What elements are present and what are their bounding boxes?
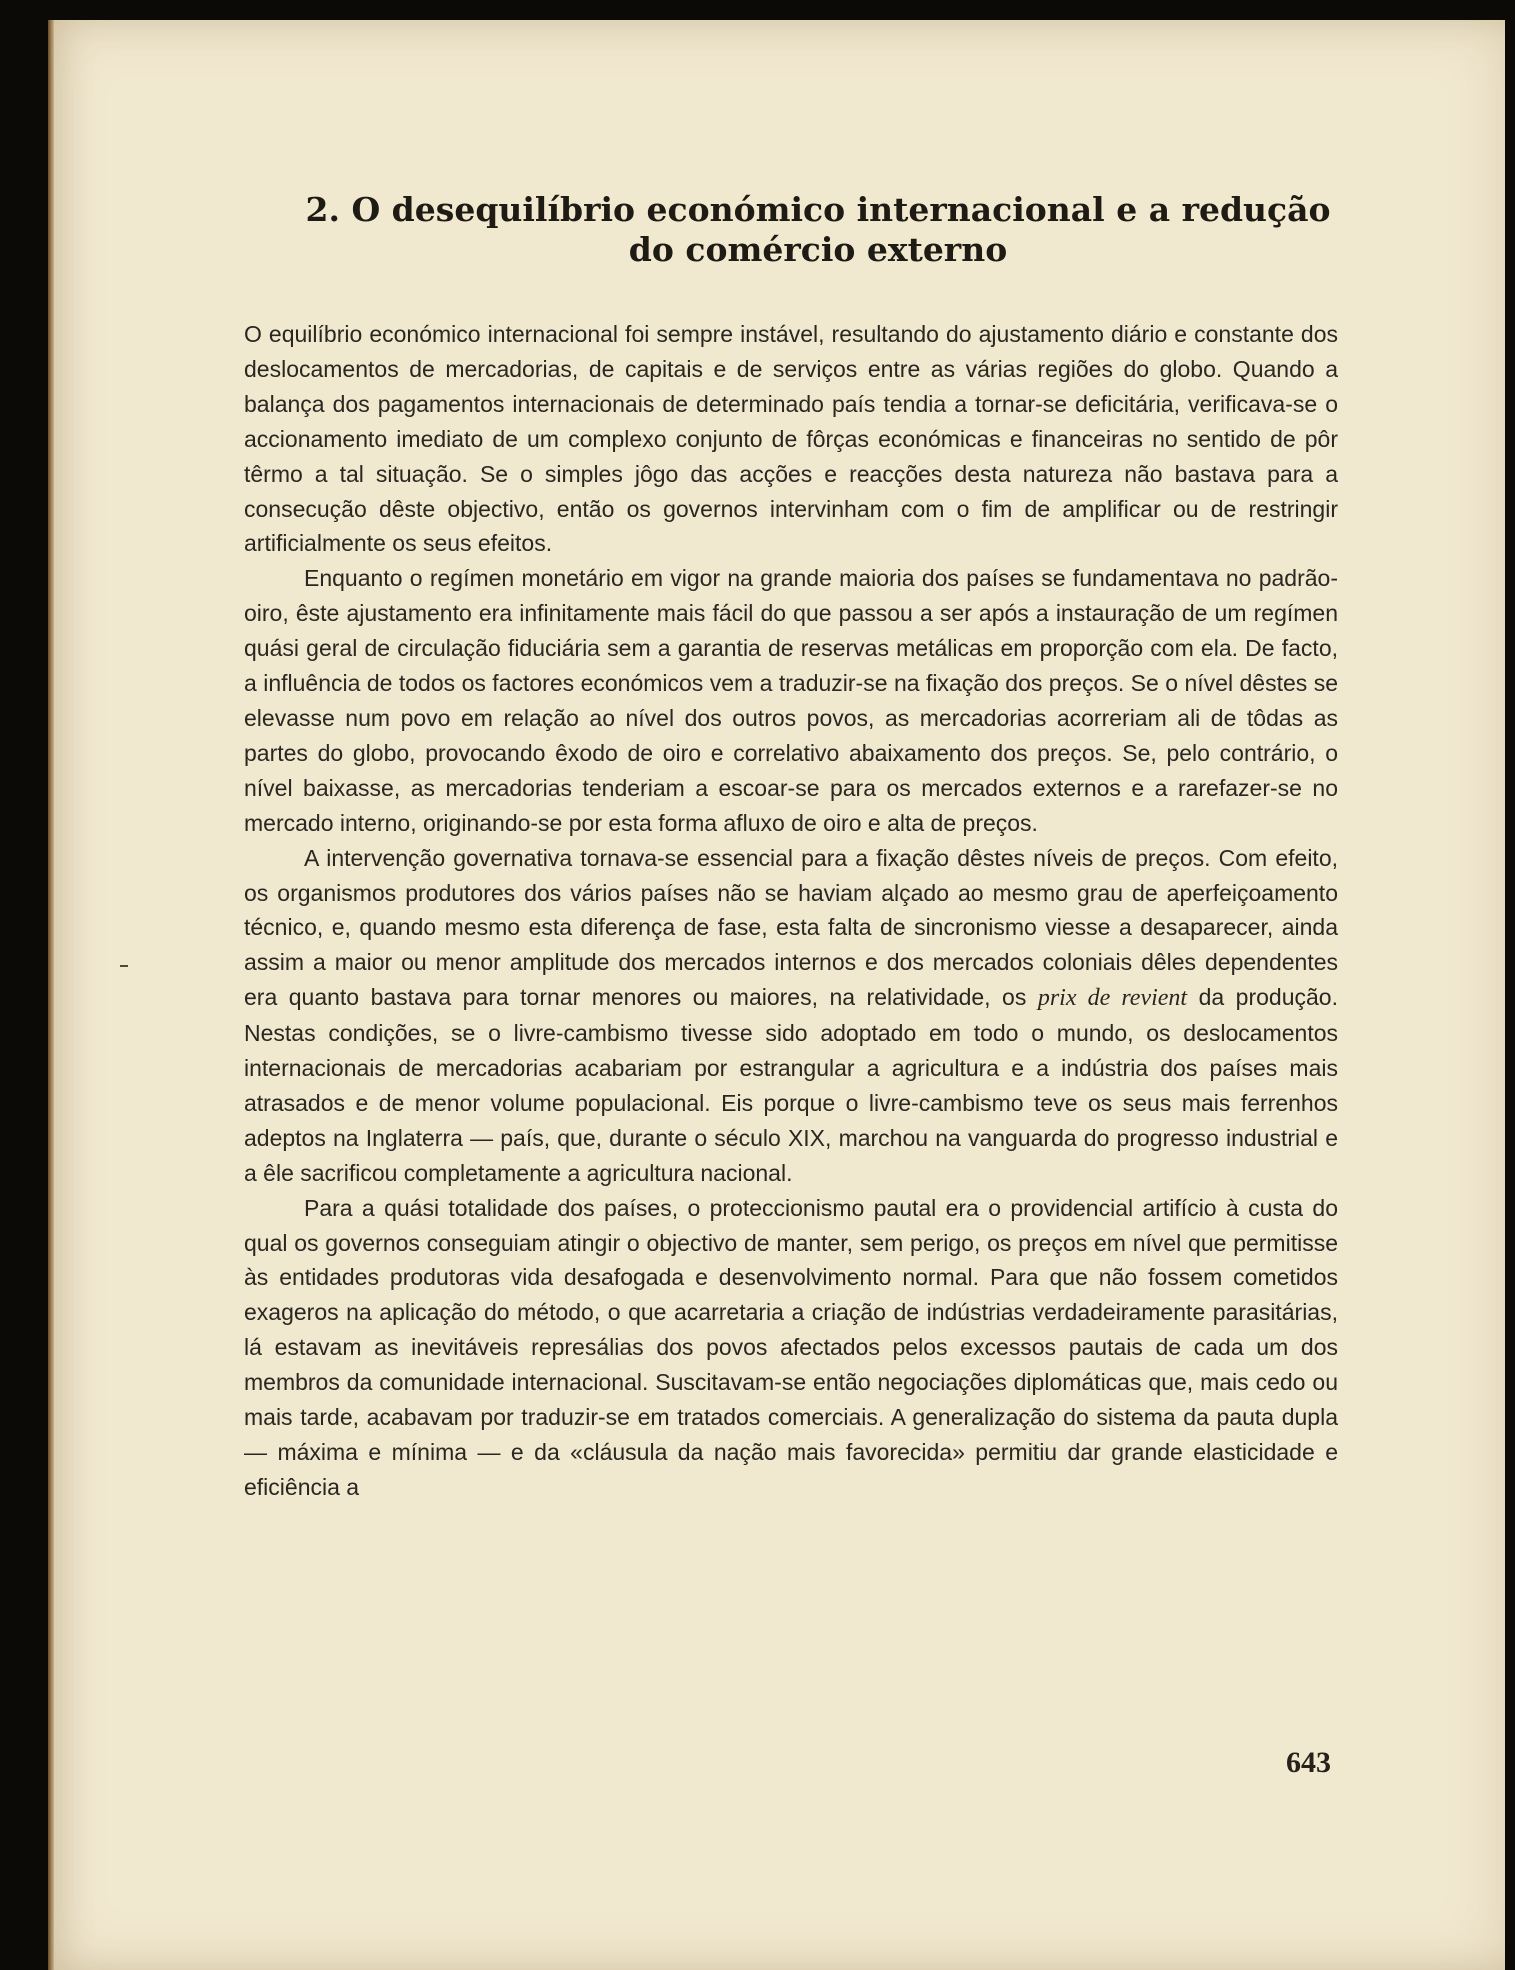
paragraph-1: O equilíbrio económico internacional foi sempre instável, resultando do ajustamento diário e constante dos deslocamentos de mercadorias, de capitais e de serviços entre as várias regiões do globo. Quando a balança dos pagamentos internacionais de determinado país tendia a tornar-se deficitária, verificava-se o accionamento imediato de um complexo conjunto de fôrças económicas e financeiras no sentido de pôr têrmo a tal situação. Se o simples jôgo das acções e reacções desta natureza não bastava para a consecução dêste objectivo, então os governos intervinham com o fim de amplificar ou de restringir artificialmente os seus efeitos. [244, 321, 1338, 557]
margin-mark [120, 965, 128, 967]
paragraph-3 [244, 841, 1338, 1191]
book-page [48, 20, 1505, 1970]
book-spine-shadow [48, 20, 54, 1970]
heading-line-2: do comércio externo [628, 230, 1008, 269]
section-heading [298, 190, 1338, 270]
heading-line-1: 2. O desequilíbrio económico internacional e a redução [305, 190, 1331, 229]
paragraph-2: Enquanto o regímen monetário em vigor na grande maioria dos países se fundamentava no padrão-oiro, êste ajustamento era infinitamente mais fácil do que passou a ser após a instauração de um regímen quási geral de circulação fiduciária sem a garantia de reservas metálicas em proporção com ela. De facto, a influência de todos os factores económicos vem a traduzir-se na fixação dos preços. Se o nível dêstes se elevasse num povo em relação ao nível dos outros povos, as mercadorias acorreriam ali de tôdas as partes do globo, provocando êxodo de oiro e correlativo abaixamento dos preços. Se, pelo contrário, o nível baixasse, as mercadorias tenderiam a escoar-se para os mercados externos e a rarefazer-se no mercado interno, originando-se por esta forma afluxo de oiro e alta de preços. [244, 565, 1338, 836]
paragraph-3-part-2: da produção. Nestas condições, se o livre-cambismo tivesse sido adoptado em todo o mundo, os deslocamentos internacionais de mercadorias acabariam por estrangular a agricultura e a indústria dos países mais atrasados e de menor volume populacional. Eis porque o livre-cambismo teve os seus mais ferrenhos adeptos na Inglaterra — país, que, durante o século XIX, marchou na vanguarda do progresso industrial e a êle sacrificou completamente a agricultura nacional. [244, 984, 1338, 1186]
paragraph-4: Para a quási totalidade dos países, o proteccionismo pautal era o providencial artifício à custa do qual os governos conseguiam atingir o objectivo de manter, sem perigo, os preços em nível que permitisse às entidades produtoras vida desafogada e desenvolvimento normal. Para que não fossem cometidos exageros na aplicação do método, o que acarretaria a criação de indústrias verdadeiramente parasitárias, lá estavam as inevitáveis represálias dos povos afectados pelos excessos pautais de cada um dos membros da comunidade internacional. Suscitavam-se então negociações diplomáticas que, mais cedo ou mais tarde, acabavam por traduzir-se em tratados comerciais. A generalização do sistema da pauta dupla — máxima e mínima — e da «cláusula da nação mais favorecida» permitiu dar grande elasticidade e eficiência a [244, 1194, 1338, 1500]
italic-term: prix de revient [1037, 985, 1188, 1012]
body-text [244, 317, 1338, 1505]
paragraph-3-part-1: A intervenção governativa tornava-se essencial para a fixação dêstes níveis de preços. Com efeito, os organismos produtores dos vários países não se haviam alçado ao mesmo grau de aperfeiçoamento técnico, e, quando mesmo esta diferença de fase, esta falta de sincronismo viesse a desaparecer, ainda assim a maior ou menor amplitude dos mercados internos e dos mercados coloniais dêles dependentes era quanto bastava para tornar menores ou maiores, na relatividade, os [244, 844, 1338, 1011]
page-number: 643 [1286, 1746, 1331, 1779]
